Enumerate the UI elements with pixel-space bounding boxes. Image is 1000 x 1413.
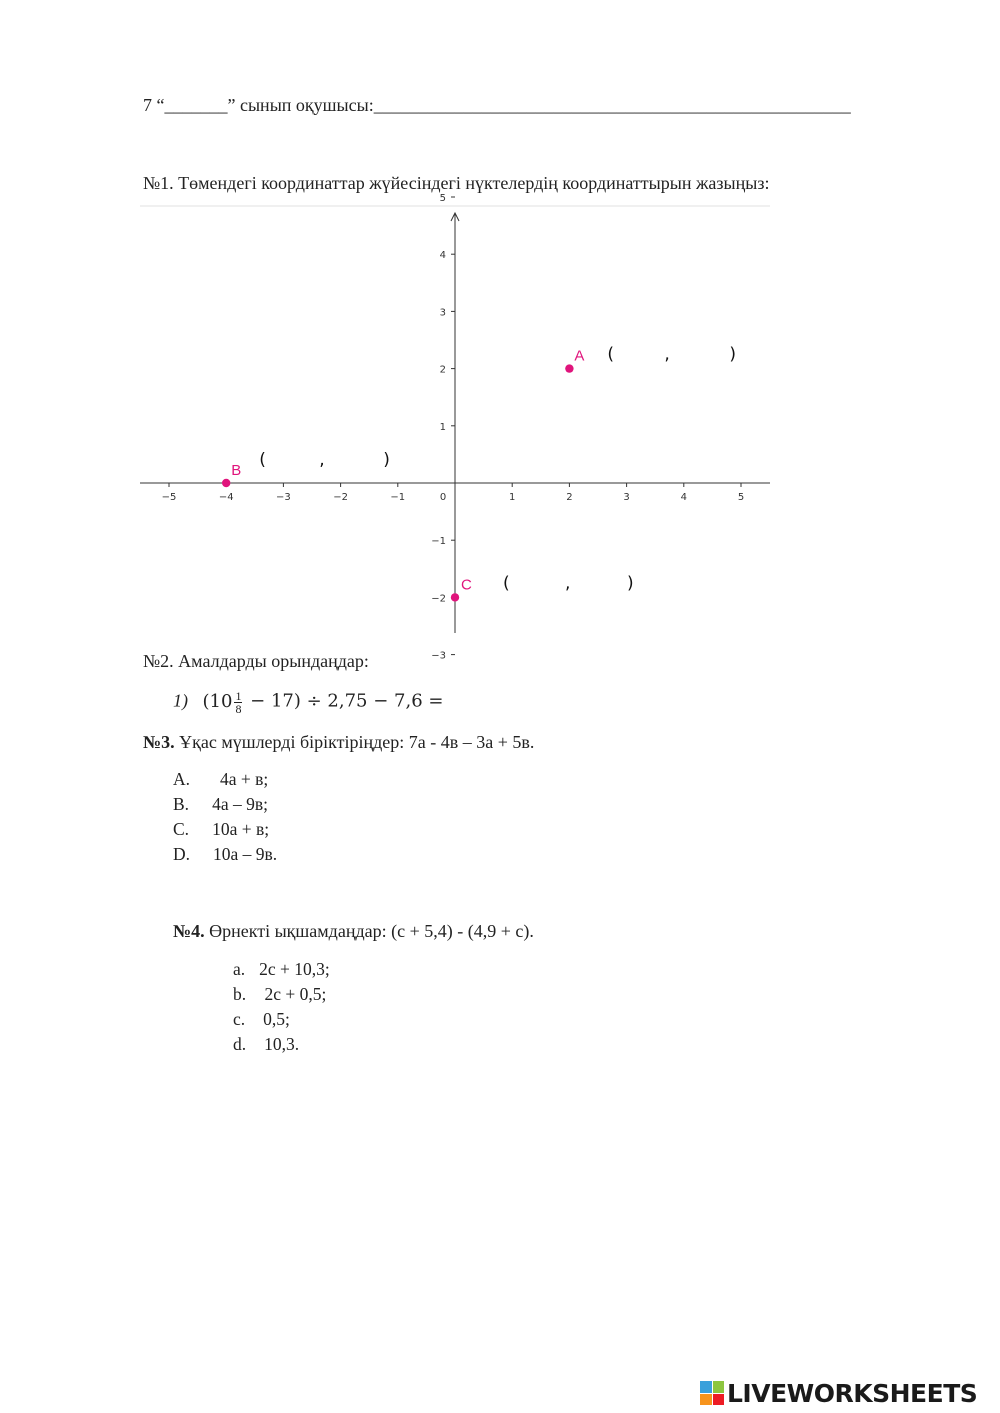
logo-square-1 [700, 1381, 712, 1393]
answer-comma: , [565, 573, 571, 594]
logo-icon [700, 1381, 724, 1405]
x-tick-label: −4 [218, 492, 234, 503]
q4-title [173, 921, 534, 942]
point-a [565, 364, 573, 372]
y-tick-label: 1 [439, 421, 446, 433]
point-label-a: A [574, 347, 585, 365]
q4-text: Өрнекті ықшамдаңдар: (с + 5,4) - (4,9 + с). [204, 921, 534, 941]
q2-title: №2. Амалдарды орындаңдар: [143, 651, 369, 671]
q2-item-number: 1) [173, 690, 188, 711]
y-tick-label: 4 [439, 250, 446, 262]
y-tick-label: 3 [439, 307, 446, 319]
logo-square-3 [700, 1394, 712, 1406]
q4-option-b[interactable] [233, 984, 326, 1005]
answer-close-paren: ) [627, 573, 634, 594]
q3-option-c[interactable] [173, 819, 269, 840]
q3-option-text: 4а – 9в; [212, 794, 268, 814]
q3-option-b[interactable] [173, 794, 268, 815]
point-label-b: B [231, 462, 242, 479]
q4-number: №4. [173, 921, 205, 941]
q2-expr-rest: − 17) ÷ 2,75 − 7,6 = [244, 690, 444, 712]
q3-option-text: 4a + в; [220, 769, 269, 789]
q3-option-letter: A. [173, 769, 191, 789]
y-tick-label: −1 [431, 536, 446, 548]
point-c [451, 593, 459, 601]
q1-title: №1. Төмендегі координаттар жүйесіндегі нүктелердің координаттырын жазыңыз: [143, 173, 770, 193]
answer-open-paren: ( [259, 450, 266, 470]
q3-number: №3. [143, 732, 175, 752]
q3-text: Ұқас мүшлерді біріктіріңдер: 7а - 4в – 3а + 5в. [174, 732, 535, 752]
liveworksheets-logo [700, 1378, 977, 1408]
logo-text: LIVEWORKSHEETS [727, 1378, 978, 1408]
q2-fraction [234, 690, 242, 715]
q4-option-letter: c. [233, 1009, 246, 1029]
x-tick-label: 4 [680, 492, 687, 503]
answer-close-paren: ) [729, 344, 737, 365]
ticks [162, 193, 745, 662]
q2-expr-open: (10 [202, 690, 233, 712]
student-name-line: 7 “_______” сынып оқушысы:_____________________________________________________ [143, 95, 851, 115]
q4-option-d[interactable] [233, 1034, 299, 1055]
answer-comma: , [664, 344, 670, 365]
q4-option-text: 2с + 0,5; [260, 984, 327, 1004]
x-tick-label: −1 [390, 492, 406, 503]
q2-frac-num: 1 [235, 689, 242, 703]
q4-option-text: 0,5; [263, 1009, 290, 1029]
x-tick-label: −3 [276, 492, 291, 503]
answer-open-paren: ( [503, 573, 510, 594]
x-tick-label: −5 [161, 492, 177, 503]
answer-open-paren: ( [607, 344, 615, 365]
x-tick-label: 3 [623, 492, 630, 503]
points [222, 344, 737, 605]
q4-option-letter: d. [233, 1034, 247, 1054]
answer-close-paren: ) [383, 450, 390, 470]
point-label-c: C [461, 576, 472, 594]
answer-comma: , [319, 450, 325, 470]
y-tick-label: −3 [431, 650, 446, 662]
x-tick-label: 2 [566, 492, 573, 503]
q2-item [173, 690, 443, 715]
y-tick-label: 2 [439, 364, 446, 376]
q3-option-letter: B. [173, 794, 190, 814]
q4-option-text: 2с + 10,3; [259, 959, 330, 979]
x-tick-label: 5 [737, 492, 745, 503]
q2-frac-den: 8 [235, 702, 242, 716]
q3-option-text: 10а – 9в. [213, 844, 278, 864]
q4-option-letter: b. [233, 984, 247, 1004]
q4-option-letter: a. [233, 959, 246, 979]
q3-option-d[interactable] [173, 844, 277, 865]
q3-option-letter: C. [173, 819, 190, 839]
point-b [222, 479, 230, 487]
q4-option-a[interactable] [233, 959, 330, 980]
axes [140, 213, 770, 633]
q3-title [143, 732, 534, 753]
q3-option-a[interactable] [173, 769, 268, 790]
q3-option-letter: D. [173, 844, 191, 864]
q4-option-c[interactable] [233, 1009, 290, 1030]
y-tick-label: −2 [431, 593, 446, 605]
q3-option-text: 10а + в; [212, 819, 270, 839]
q4-option-text: 10,3. [264, 1034, 300, 1054]
x-tick-label: 1 [509, 492, 516, 503]
logo-square-4 [713, 1394, 725, 1406]
y-tick-label: 5 [439, 193, 446, 204]
x-tick-label: −2 [333, 492, 348, 503]
origin-label: 0 [439, 492, 447, 503]
logo-square-2 [713, 1381, 725, 1393]
